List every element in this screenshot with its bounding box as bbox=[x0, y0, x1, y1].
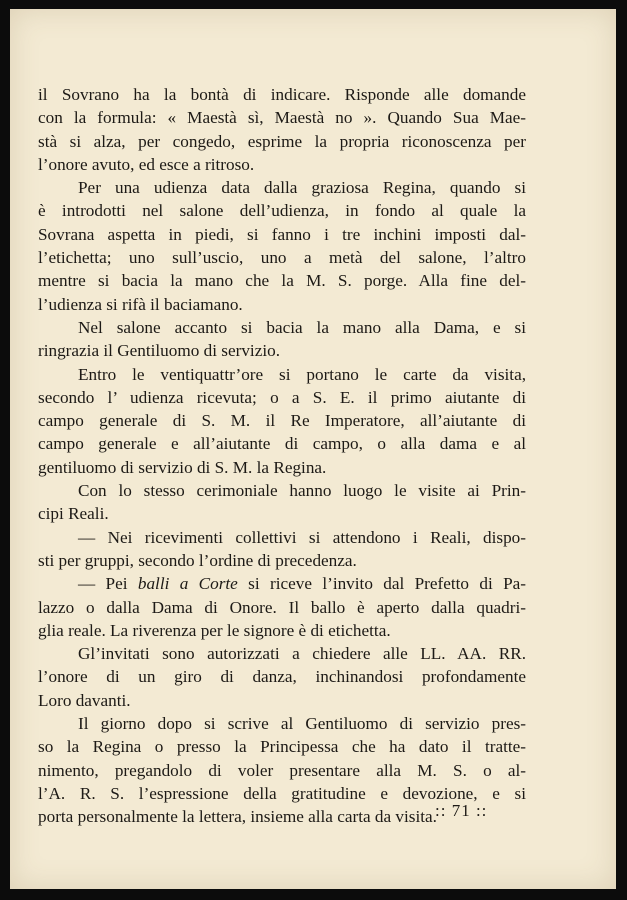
text-line: Per una udienza data dalla graziosa Regina, quando si bbox=[78, 178, 526, 198]
text-line: ringrazia il Gentiluomo di servizio. bbox=[38, 341, 280, 361]
text-line: glia reale. La riverenza per le signore è di etichetta. bbox=[38, 620, 391, 640]
paragraph-1 bbox=[38, 83, 526, 176]
text-line: cipi Reali. bbox=[38, 504, 109, 524]
text-line: sti per gruppi, secondo l’ordine di precedenza. bbox=[38, 550, 357, 570]
text-line: Entro le ventiquattr’ore si portano le carte da visita, bbox=[78, 364, 526, 384]
text-line: Nel salone accanto si bacia la mano alla Dama, e si bbox=[78, 317, 526, 337]
text-line: secondo l’ udienza ricevuta; o a S. E. il primo aiutante di bbox=[38, 387, 526, 407]
text-line: l’onore avuto, ed esce a ritroso. bbox=[38, 154, 255, 174]
paragraph-8 bbox=[38, 642, 526, 712]
text-line: porta personalmente la lettera, insieme alla carta da visita. bbox=[38, 807, 437, 827]
italic-phrase: balli a Corte bbox=[137, 574, 238, 594]
text-line: Con lo stesso cerimoniale hanno luogo le visite ai Prin- bbox=[78, 481, 526, 501]
text-line: l’A. R. S. l’espressione della gratitudine e devozione, e si bbox=[38, 783, 526, 803]
text-line: Loro davanti. bbox=[38, 690, 131, 710]
text-line: l’onore di un giro di danza, inchinandosi profondamente bbox=[38, 667, 526, 687]
paragraph-3 bbox=[38, 316, 526, 363]
body-text bbox=[38, 83, 526, 829]
book-page bbox=[10, 9, 616, 889]
text-line: il Sovrano ha la bontà di indicare. Risponde alle domande bbox=[38, 85, 526, 104]
text-line: stà si alza, per congedo, esprime la propria riconoscenza per bbox=[38, 131, 526, 151]
text-line: l’udienza si rifà il baciamano. bbox=[38, 294, 243, 314]
paragraph-7 bbox=[38, 572, 526, 642]
text-line: Sovrana aspetta in piedi, si fanno i tre inchini imposti dal- bbox=[38, 224, 526, 244]
page-number: :: 71 :: bbox=[435, 801, 488, 820]
paragraph-4 bbox=[38, 363, 526, 479]
text-line: Gl’invitati sono autorizzati a chiedere alle LL. AA. RR. bbox=[78, 644, 526, 664]
text-line: so la Regina o presso la Principessa che ha dato il tratte- bbox=[38, 737, 526, 757]
text-line: campo generale di S. M. il Re Imperatore, all’aiutante di bbox=[38, 411, 526, 431]
text-line: l’etichetta; uno sull’uscio, uno a metà del salone, l’altro bbox=[38, 248, 526, 268]
text-line: è introdotti nel salone dell’udienza, in fondo al quale la bbox=[38, 201, 526, 221]
paragraph-6 bbox=[38, 526, 526, 573]
paragraph-5 bbox=[38, 479, 526, 526]
paragraph-2 bbox=[38, 176, 526, 316]
text-line: Il giorno dopo si scrive al Gentiluomo di servizio pres- bbox=[78, 714, 526, 734]
text-line: — Nei ricevimenti collettivi si attendono i Reali, dispo- bbox=[78, 527, 526, 547]
text-line: con la formula: « Maestà sì, Maestà no ». Quando Sua Mae- bbox=[38, 108, 526, 128]
text-line: mentre si bacia la mano che la M. S. porge. Alla fine del- bbox=[38, 271, 526, 291]
text-line-with-italic: — Pei balli a Corte si riceve l’invito dal Prefetto di Pa- bbox=[78, 574, 527, 594]
text-line: lazzo o dalla Dama di Onore. Il ballo è aperto dalla quadri- bbox=[38, 597, 526, 617]
text-line: nimento, pregandolo di voler presentare alla M. S. o al- bbox=[38, 760, 526, 780]
text-line: campo generale e all’aiutante di campo, o alla dama e al bbox=[38, 434, 526, 454]
text-line: gentiluomo di servizio di S. M. la Regina. bbox=[38, 457, 327, 477]
